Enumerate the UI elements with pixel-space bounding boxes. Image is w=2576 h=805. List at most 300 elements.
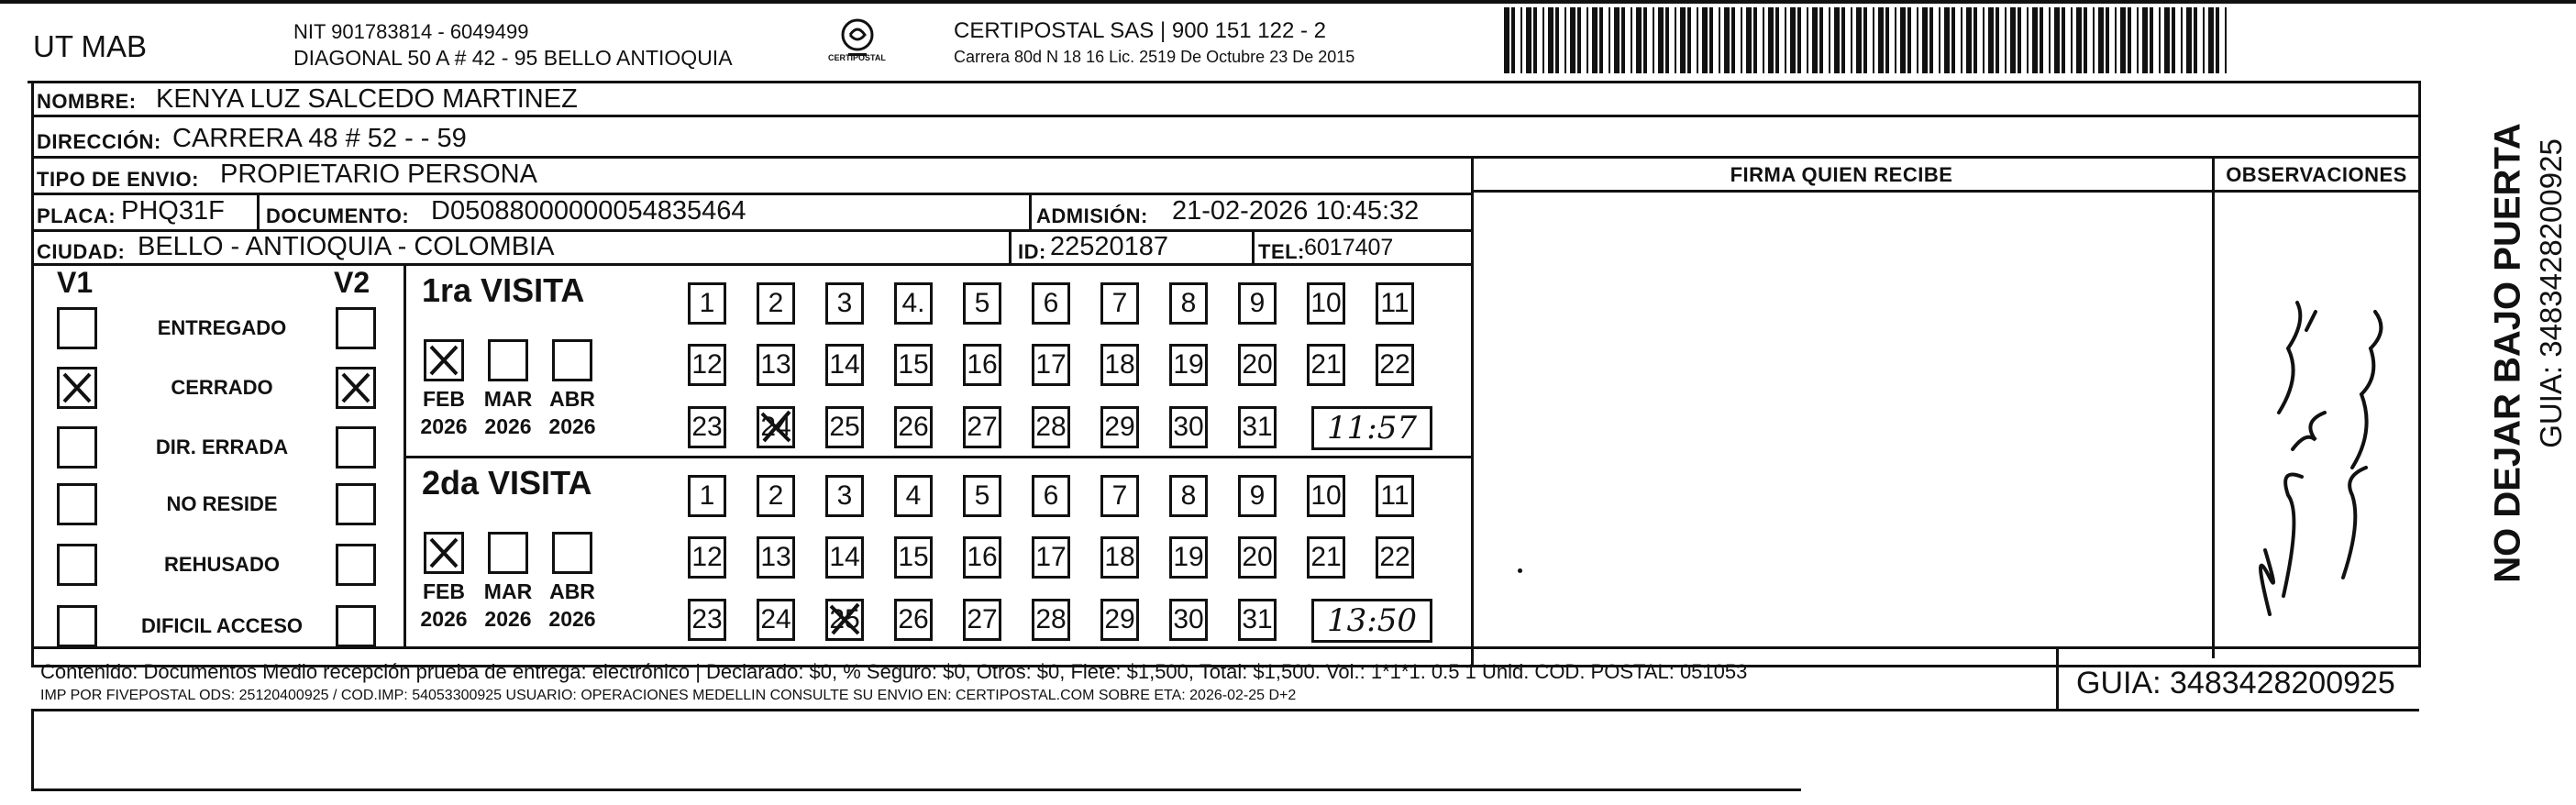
shipment-type-label: TIPO DE ENVIO:	[37, 168, 199, 191]
barcode-bar	[1636, 7, 1642, 73]
barcode-bar	[2164, 7, 2170, 73]
barcode-bar	[1929, 7, 1933, 73]
status-v1-checkbox[interactable]	[57, 483, 97, 525]
v1-label: V1	[57, 266, 94, 299]
day-box[interactable]	[1032, 536, 1070, 579]
month-label	[416, 578, 471, 633]
day-number: 20	[1242, 349, 1273, 380]
frame-left	[31, 81, 34, 667]
day-box[interactable]	[1100, 536, 1139, 579]
barcode-bar	[1863, 7, 1867, 73]
frame-top	[28, 81, 2421, 83]
day-number: 19	[1173, 542, 1204, 572]
barcode-bar	[1885, 7, 1889, 73]
day-box[interactable]	[1032, 475, 1070, 517]
barcode-bar	[1555, 7, 1559, 73]
footer-print-line: IMP POR FIVEPOSTAL ODS: 25120400925 / COD.IMP: 54053300925 USUARIO: OPERACIONES MEDELLIN CONSULTE SU ENVIO EN: CERTIPOSTAL.COM SOBRE ETA: 2026-02-25 D+2	[40, 688, 1297, 703]
frame-right	[2418, 81, 2421, 667]
day-box[interactable]	[825, 475, 864, 517]
month-year: 2026	[420, 607, 468, 631]
barcode-bar	[1790, 7, 1796, 73]
month-label	[545, 385, 600, 440]
day-box[interactable]	[1238, 282, 1277, 325]
day-number: 24	[760, 604, 791, 634]
day-number: 4.	[901, 288, 925, 318]
day-box[interactable]	[1238, 344, 1277, 386]
certipostal-logo	[830, 17, 885, 73]
barcode-bar	[1643, 7, 1647, 73]
day-number: 19	[1173, 349, 1204, 380]
status-label: ENTREGADO	[157, 316, 287, 339]
barcode-bar	[2194, 7, 2197, 73]
footer-guide: GUIA: 3483428200925	[2076, 666, 2395, 700]
month-checkbox[interactable]	[424, 339, 464, 381]
day-box[interactable]	[1032, 344, 1070, 386]
barcode-bar	[1746, 7, 1752, 73]
barcode-bar	[1614, 7, 1620, 73]
day-box[interactable]	[757, 406, 795, 448]
barcode-bar	[1533, 7, 1537, 73]
barcode-bar	[1511, 7, 1515, 73]
day-number: 27	[967, 412, 998, 442]
day-number: 5	[974, 288, 990, 318]
day-box[interactable]	[963, 282, 1001, 325]
day-box[interactable]	[963, 406, 1001, 448]
day-number: 17	[1035, 349, 1067, 380]
day-box[interactable]	[688, 344, 726, 386]
observations-header: OBSERVACIONES	[2226, 163, 2407, 186]
id-sep	[1009, 231, 1012, 263]
day-box[interactable]	[1100, 475, 1139, 517]
barcode-bar	[2018, 7, 2021, 73]
barcode-bar	[1621, 7, 1625, 73]
day-box[interactable]	[1238, 475, 1277, 517]
day-box[interactable]	[894, 344, 933, 386]
barcode-bar	[1917, 7, 1918, 73]
barcode-bar	[2054, 7, 2060, 73]
status-label: DIR. ERRADA	[155, 436, 289, 458]
barcode-bar	[1724, 7, 1730, 73]
id-label: ID:	[1018, 240, 1046, 263]
visit-time-box[interactable]	[1311, 406, 1432, 450]
month-checkbox[interactable]	[552, 339, 592, 381]
status-v2-checkbox[interactable]	[336, 426, 376, 469]
barcode-bar	[1785, 7, 1786, 73]
barcode-bar	[2076, 7, 2082, 73]
barcode-bar	[1731, 7, 1735, 73]
day-box[interactable]	[825, 344, 864, 386]
day-box[interactable]	[963, 599, 1001, 641]
status-v1-checkbox[interactable]	[57, 426, 97, 469]
day-box[interactable]	[894, 406, 933, 448]
barcode-bar	[1841, 7, 1845, 73]
stub-bottom	[31, 788, 1801, 791]
visit-time: 13:50	[1327, 602, 1417, 639]
day-box[interactable]	[688, 599, 726, 641]
day-box[interactable]	[825, 599, 864, 641]
day-box[interactable]	[894, 536, 933, 579]
day-box[interactable]	[1376, 475, 1414, 517]
x-mark-icon	[424, 339, 464, 381]
plate-sep	[257, 194, 260, 229]
day-number: 30	[1173, 412, 1204, 442]
tel-sep	[1252, 231, 1255, 263]
v2-label: V2	[334, 266, 370, 299]
barcode-bar	[2071, 7, 2073, 73]
signature-header: FIRMA QUIEN RECIBE	[1730, 163, 1953, 186]
plate-label: PLACA:	[37, 204, 116, 227]
day-number: 13	[760, 542, 791, 572]
barcode-bar	[2159, 7, 2161, 73]
day-box[interactable]	[757, 475, 795, 517]
day-number: 3	[836, 480, 853, 511]
barcode-bar	[1966, 7, 1972, 73]
x-mark-icon	[57, 367, 97, 409]
day-number: 29	[1104, 412, 1135, 442]
month-label	[481, 578, 536, 633]
recipient-address: CARRERA 48 # 52 - - 59	[172, 124, 467, 153]
month-year: 2026	[420, 414, 468, 438]
city-label: CIUDAD:	[37, 240, 126, 263]
day-number: 2	[768, 480, 784, 511]
day-number: 9	[1249, 288, 1266, 318]
month-name: FEB	[423, 387, 465, 411]
day-box[interactable]	[757, 344, 795, 386]
address-label: DIRECCIÓN:	[37, 130, 161, 153]
barcode-bar	[1577, 7, 1581, 73]
day-box[interactable]	[963, 536, 1001, 579]
x-mark-icon	[336, 367, 376, 409]
month-name: MAR	[483, 579, 533, 603]
day-box[interactable]	[1307, 282, 1345, 325]
barcode-bar	[1812, 7, 1818, 73]
day-box[interactable]	[1376, 344, 1414, 386]
day-box[interactable]	[1169, 475, 1208, 517]
barcode-bar	[2186, 7, 2192, 73]
barcode-bar	[1687, 7, 1691, 73]
month-name: FEB	[423, 579, 465, 603]
day-box[interactable]	[1169, 406, 1208, 448]
day-box[interactable]	[1169, 282, 1208, 325]
row-sep-5	[31, 263, 1471, 266]
company-address: DIAGONAL 50 A # 42 - 95 BELLO ANTIOQUIA	[293, 46, 733, 70]
barcode-bar	[1719, 7, 1720, 73]
day-box[interactable]	[894, 475, 933, 517]
day-x-mark-icon	[757, 406, 795, 448]
status-label: REHUSADO	[164, 553, 280, 576]
day-number: 21	[1310, 349, 1342, 380]
day-number: 11	[1380, 480, 1410, 511]
barcode-bar	[1807, 7, 1808, 73]
day-box[interactable]	[1032, 406, 1070, 448]
month-name: MAR	[483, 387, 533, 411]
day-number: 16	[967, 349, 998, 380]
barcode-bar	[1564, 7, 1566, 73]
barcode-bar	[1939, 7, 1940, 73]
day-box[interactable]	[757, 536, 795, 579]
day-box[interactable]	[825, 406, 864, 448]
barcode-bar	[1907, 7, 1911, 73]
day-number: 14	[829, 542, 860, 572]
month-checkbox[interactable]	[424, 532, 464, 574]
day-box[interactable]	[1100, 599, 1139, 641]
handwritten-observation	[2215, 193, 2418, 658]
day-number: 28	[1035, 604, 1067, 634]
barcode-bar	[2005, 7, 2007, 73]
day-box[interactable]	[1100, 406, 1139, 448]
day-x-mark-icon	[825, 599, 864, 641]
month-name: ABR	[549, 579, 595, 603]
day-number: 17	[1035, 542, 1067, 572]
barcode-bar	[1741, 7, 1742, 73]
day-number: 7	[1111, 288, 1128, 318]
day-number: 24	[760, 412, 791, 442]
barcode-bar	[1709, 7, 1713, 73]
day-number: 16	[967, 542, 998, 572]
day-number: 22	[1379, 349, 1410, 380]
barcode-bar	[1520, 7, 1522, 73]
day-number: 5	[974, 480, 990, 511]
day-number: 6	[1043, 288, 1059, 318]
barcode-bar	[2049, 7, 2051, 73]
day-box[interactable]	[1307, 536, 1345, 579]
barcode-bar	[2137, 7, 2139, 73]
day-box[interactable]	[1032, 282, 1070, 325]
signature-col-sep	[1471, 156, 1474, 667]
footer-top-sep	[31, 646, 2419, 649]
month-year: 2026	[548, 607, 596, 631]
footer-bottom-sep	[31, 709, 2419, 711]
day-number: 20	[1242, 542, 1273, 572]
barcode-bar	[1996, 7, 1999, 73]
day-number: 15	[898, 349, 929, 380]
barcode-bar	[1797, 7, 1801, 73]
barcode-bar	[1504, 7, 1509, 73]
barcode-bar	[2216, 7, 2219, 73]
visit-time-box[interactable]	[1311, 599, 1432, 643]
barcode-bar	[2093, 7, 2095, 73]
barcode-bar	[1702, 7, 1708, 73]
barcode-bar	[1961, 7, 1962, 73]
day-number: 23	[691, 604, 723, 634]
stub-left	[31, 709, 34, 791]
status-v2-checkbox[interactable]	[336, 307, 376, 349]
status-v1-checkbox[interactable]	[57, 544, 97, 586]
day-box[interactable]	[1169, 599, 1208, 641]
barcode-bar	[1570, 7, 1575, 73]
day-number: 12	[691, 349, 723, 380]
document-value: D05088000000054835464	[431, 196, 746, 226]
day-number: 10	[1310, 480, 1342, 511]
day-box[interactable]	[1169, 536, 1208, 579]
day-box[interactable]	[1238, 536, 1277, 579]
day-box[interactable]	[1307, 475, 1345, 517]
day-number: 11	[1380, 288, 1410, 318]
logo-text: CERTIPOSTAL	[828, 53, 886, 62]
barcode-bar	[1922, 7, 1928, 73]
day-number: 29	[1104, 604, 1135, 634]
row-sep-3	[31, 193, 1471, 195]
phone-value: 6017407	[1304, 235, 1394, 260]
barcode-bar	[1973, 7, 1977, 73]
day-number: 7	[1111, 480, 1128, 511]
day-number: 6	[1043, 480, 1059, 511]
barcode-bar	[2084, 7, 2087, 73]
status-v2-checkbox[interactable]	[336, 605, 376, 647]
day-number: 27	[967, 604, 998, 634]
status-v2-checkbox[interactable]	[336, 367, 376, 409]
barcode-bar	[1592, 7, 1598, 73]
status-label: DIFICIL ACCESO	[140, 614, 303, 637]
day-number: 1	[699, 480, 715, 511]
day-number: 9	[1249, 480, 1266, 511]
day-box[interactable]	[1238, 599, 1277, 641]
barcode-bar	[1856, 7, 1862, 73]
day-number: 8	[1180, 288, 1197, 318]
company-name: UT MAB	[33, 29, 148, 63]
day-number: 25	[829, 412, 860, 442]
month-checkbox[interactable]	[552, 532, 592, 574]
barcode-bar	[1834, 7, 1840, 73]
month-label	[416, 385, 471, 440]
document-label: DOCUMENTO:	[266, 204, 410, 227]
day-box[interactable]	[1376, 282, 1414, 325]
barcode-bar	[1665, 7, 1669, 73]
day-number: 18	[1104, 349, 1135, 380]
day-box[interactable]	[1100, 282, 1139, 325]
day-box[interactable]	[1032, 599, 1070, 641]
day-box[interactable]	[1238, 406, 1277, 448]
day-number: 15	[898, 542, 929, 572]
day-box[interactable]	[825, 282, 864, 325]
barcode-bar	[2128, 7, 2131, 73]
side-warning: NO DEJAR BAJO PUERTA	[2487, 123, 2528, 583]
day-box[interactable]	[1169, 344, 1208, 386]
day-number: 12	[691, 542, 723, 572]
barcode-bar	[1878, 7, 1884, 73]
day-box[interactable]	[963, 475, 1001, 517]
barcode-bar	[1753, 7, 1757, 73]
top-edge	[0, 0, 2576, 4]
barcode-bar	[1851, 7, 1852, 73]
day-box[interactable]	[894, 282, 933, 325]
day-number: 26	[898, 604, 929, 634]
carrier-name: CERTIPOSTAL SAS | 900 151 122 - 2	[954, 18, 1326, 43]
status-col-sep	[404, 263, 406, 646]
barcode-bar	[2062, 7, 2065, 73]
barcode-bar	[2032, 7, 2038, 73]
barcode-bar	[1819, 7, 1823, 73]
barcode-bar	[1951, 7, 1955, 73]
barcode-bar	[2120, 7, 2126, 73]
day-number: 18	[1104, 542, 1135, 572]
month-label	[545, 578, 600, 633]
month-year: 2026	[484, 607, 532, 631]
barcode-bar	[2040, 7, 2043, 73]
day-box[interactable]	[757, 599, 795, 641]
phone-label: TEL:	[1258, 240, 1305, 263]
barcode-bar	[1829, 7, 1830, 73]
day-number: 10	[1310, 288, 1342, 318]
day-box[interactable]	[1376, 536, 1414, 579]
side-guide: GUIA: 3483428200925	[2534, 138, 2568, 448]
barcode-bar	[2172, 7, 2175, 73]
day-number: 30	[1173, 604, 1204, 634]
barcode-bar	[2115, 7, 2117, 73]
status-v1-checkbox[interactable]	[57, 367, 97, 409]
day-number: 28	[1035, 412, 1067, 442]
barcode-bar	[1658, 7, 1664, 73]
day-number: 25	[829, 604, 860, 634]
day-number: 31	[1242, 412, 1273, 442]
day-box[interactable]	[1307, 344, 1345, 386]
day-number: 3	[836, 288, 853, 318]
month-checkbox[interactable]	[488, 532, 528, 574]
status-v2-checkbox[interactable]	[336, 544, 376, 586]
month-name: ABR	[549, 387, 595, 411]
company-nit: NIT 901783814 - 6049499	[293, 20, 529, 43]
day-box[interactable]	[688, 406, 726, 448]
day-box[interactable]	[894, 599, 933, 641]
barcode-bar	[1873, 7, 1874, 73]
certipostal-logo-icon	[830, 17, 885, 73]
day-number: 21	[1310, 542, 1342, 572]
status-v1-checkbox[interactable]	[57, 307, 97, 349]
day-box[interactable]	[688, 475, 726, 517]
barcode-bar	[1900, 7, 1906, 73]
admission-sep	[1029, 194, 1032, 229]
month-checkbox[interactable]	[488, 339, 528, 381]
barcode-bar	[1548, 7, 1553, 73]
month-year: 2026	[484, 414, 532, 438]
day-box[interactable]	[688, 536, 726, 579]
visit-time: 11:57	[1327, 410, 1417, 447]
barcode-bar	[1653, 7, 1654, 73]
day-box[interactable]	[688, 282, 726, 325]
day-number: 2	[768, 288, 784, 318]
barcode	[1504, 7, 2238, 73]
footer-content-line: Contenido: Documentos Medio recepción prueba de entrega: electrónico | Declarado: $0, % Seguro: $0, Otros: $0, Flete: $1,500, Total: $1,500. Vol.: 1*1*1. 0.5 1 Unid. COD. POSTAL: 051053	[40, 660, 1748, 683]
id-value: 22520187	[1050, 232, 1169, 261]
status-v2-checkbox[interactable]	[336, 483, 376, 525]
barcode-bar	[1775, 7, 1779, 73]
day-box[interactable]	[1100, 344, 1139, 386]
barcode-bar	[1631, 7, 1632, 73]
row-sep-2	[31, 156, 2419, 159]
day-box[interactable]	[825, 536, 864, 579]
barcode-bar	[2106, 7, 2109, 73]
barcode-bar	[1763, 7, 1764, 73]
barcode-bar	[1542, 7, 1544, 73]
barcode-bar	[2150, 7, 2153, 73]
status-label: NO RESIDE	[166, 492, 278, 515]
status-v1-checkbox[interactable]	[57, 605, 97, 647]
day-number: 23	[691, 412, 723, 442]
day-number: 1	[699, 288, 715, 318]
day-box[interactable]	[757, 282, 795, 325]
barcode-bar	[2203, 7, 2205, 73]
barcode-bar	[1895, 7, 1896, 73]
row-sep-1	[31, 115, 2419, 117]
day-box[interactable]	[963, 344, 1001, 386]
visits-sep	[404, 456, 1471, 458]
admission-label: ADMISIÓN:	[1036, 204, 1148, 227]
name-label: NOMBRE:	[37, 90, 137, 113]
day-number: 26	[898, 412, 929, 442]
barcode-bar	[1944, 7, 1950, 73]
barcode-bar	[1697, 7, 1698, 73]
barcode-bar	[2142, 7, 2148, 73]
